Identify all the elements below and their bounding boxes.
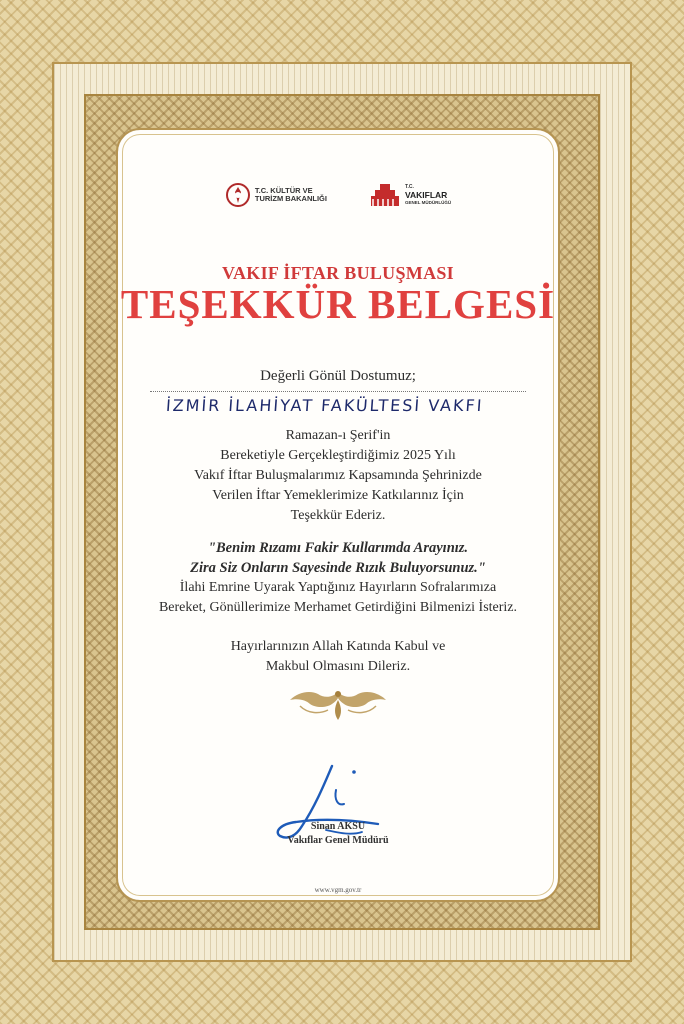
- vakiflar-line1: T.C.: [404, 184, 414, 190]
- vakiflar-emblem-icon: [369, 182, 401, 208]
- body-line: Vakıf İftar Buluşmalarımız Kapsamında Şehrinizde: [194, 468, 482, 483]
- certificate-title: TEŞEKKÜR BELGESİ: [120, 281, 556, 327]
- vakiflar-line2: VAKIFLAR: [404, 190, 448, 200]
- signer-title: Vakıflar Genel Müdürü: [287, 835, 389, 846]
- salutation: Değerli Gönül Dostumuz;: [260, 368, 416, 384]
- closing-paragraph: [118, 637, 558, 677]
- floral-ornament-icon: [280, 686, 396, 726]
- ministry-line1: T.C. KÜLTÜR VE: [254, 186, 313, 195]
- signer-block: [118, 820, 558, 848]
- body-paragraph: [118, 426, 558, 526]
- recipient-name: İZMİR İLAHİYAT FAKÜLTESİ VAKFI: [165, 396, 485, 415]
- body-line: Bereket, Gönüllerimize Merhamet Getirdiğini Bilmenizi İsteriz.: [158, 600, 518, 615]
- closing-line: Makbul Olmasını Dileriz.: [265, 659, 411, 674]
- body-paragraph-2: [118, 578, 558, 618]
- body-line: İlahi Emrine Uyarak Yaptığınız Hayırların Sofralarımıza: [179, 580, 497, 595]
- certificate-paper: [116, 128, 560, 902]
- ministry-emblem-icon: [225, 182, 251, 208]
- quote-line: "Benim Rızamı Fakir Kullarımda Arayınız.: [207, 540, 469, 556]
- quote-paragraph: [118, 538, 558, 578]
- vakiflar-line3: GENEL MÜDÜRLÜĞÜ: [404, 200, 452, 205]
- body-line: Verilen İftar Yemeklerimize Katkılarınız İçin: [212, 488, 464, 503]
- body-line: Ramazan-ı Şerif'in: [285, 428, 391, 443]
- ministry-logo: [225, 182, 327, 208]
- body-line: Teşekkür Ederiz.: [290, 508, 386, 523]
- recipient-dotted-line: [150, 391, 526, 392]
- signer-name: Sinan AKSU: [310, 821, 366, 832]
- vakiflar-logo: [369, 182, 451, 208]
- body-line: Bereketiyle Gerçekleştirdiğimiz 2025 Yılı: [220, 448, 456, 463]
- ministry-line2: TURİZM BAKANLIĞI: [254, 194, 327, 203]
- website-url: www.vgm.gov.tr: [314, 886, 362, 894]
- certificate-subtitle: VAKIF İFTAR BULUŞMASI: [221, 263, 454, 283]
- closing-line: Hayırlarınızın Allah Katında Kabul ve: [230, 639, 446, 654]
- quote-line: Zira Siz Onların Sayesinde Rızık Buluyorsunuz.": [190, 560, 486, 576]
- logo-row: [118, 182, 558, 208]
